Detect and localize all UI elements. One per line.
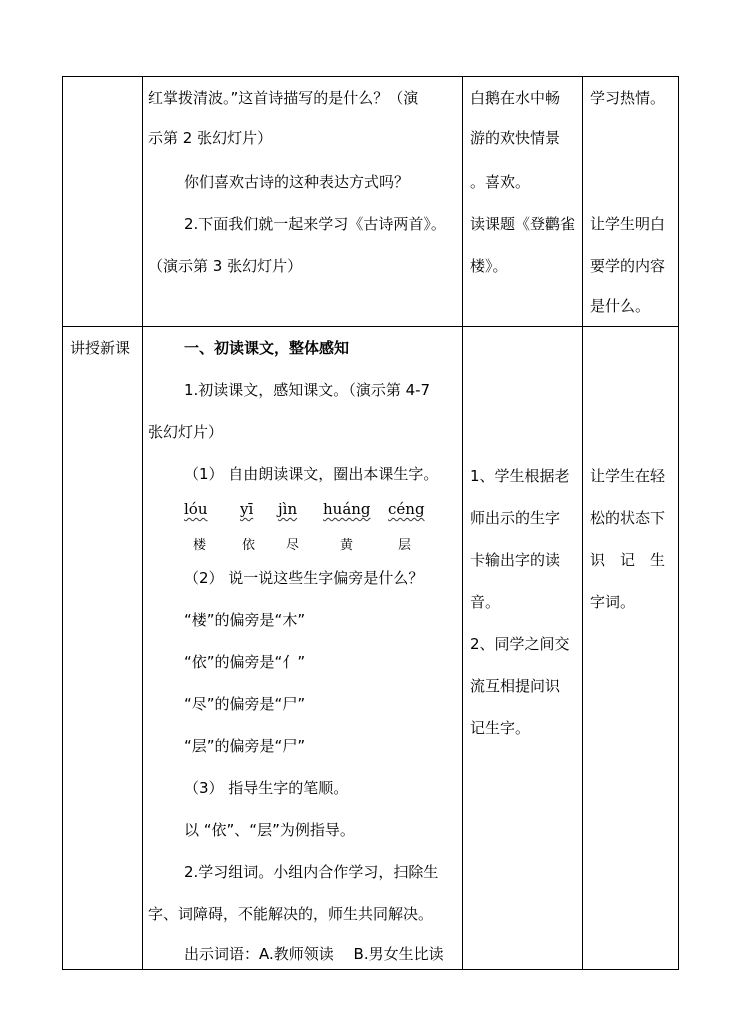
pinyin: jìn <box>278 500 298 518</box>
intent-line: 让学生在轻 <box>590 467 666 485</box>
hanzi: 依 <box>242 538 256 553</box>
intent-line: 字词。 <box>590 593 636 611</box>
intent-line: 松的状态下 <box>590 509 666 527</box>
stage-label: 讲授新课 <box>70 339 131 357</box>
student-line: 1、学生根据老 <box>470 467 570 485</box>
content-line: “层”的偏旁是“尸” <box>184 737 306 755</box>
content-line: 以 “依”、“层”为例指导。 <box>184 821 355 839</box>
pinyin: yī <box>240 500 254 518</box>
intent-line: 学习热情。 <box>590 89 666 107</box>
row-divider <box>62 326 679 327</box>
content-line: 出示词语：A.教师领读 B.男女生比读 <box>184 945 444 963</box>
hanzi: 黄 <box>340 538 354 553</box>
content-line: 1.初读课文，感知课文。（演示第 4-7 <box>184 381 431 399</box>
student-line: 。喜欢。 <box>470 173 531 191</box>
student-line: 游的欢快情景 <box>470 129 561 147</box>
section-title: 一、初读课文，整体感知 <box>184 339 350 357</box>
content-line: 2.下面我们就一起来学习《古诗两首》。 <box>184 215 446 233</box>
col-border-3 <box>582 76 583 970</box>
content-line: “依”的偏旁是“亻” <box>184 653 306 671</box>
content-line: 你们喜欢古诗的这种表达方式吗？ <box>184 173 410 191</box>
student-line: 音。 <box>470 593 501 611</box>
content-line: （1） 自由朗读课文，圈出本课生字。 <box>184 465 439 483</box>
hanzi: 层 <box>398 538 412 553</box>
student-line: 记生字。 <box>470 719 531 737</box>
student-line: 读课题《登鹳雀 <box>470 215 576 233</box>
content-line: 红掌拨清波。”这首诗描写的是什么？（演 <box>148 89 419 107</box>
intent-line: 是什么。 <box>590 297 651 315</box>
content-line: “尽”的偏旁是“尸” <box>184 695 306 713</box>
content-line: 示第 2 张幻灯片） <box>148 129 273 147</box>
content-line: 2.学习组词。小组内合作学习，扫除生 <box>184 863 439 881</box>
content-line: （3） 指导生字的笔顺。 <box>184 779 349 797</box>
col-border-2 <box>462 76 463 970</box>
col-border-left <box>62 76 63 970</box>
student-line: 流互相提问识 <box>470 677 561 695</box>
pinyin: céng <box>388 500 425 518</box>
hanzi: 楼 <box>193 538 207 553</box>
hanzi: 尽 <box>286 538 300 553</box>
content-line: （2） 说一说这些生字偏旁是什么？ <box>184 569 424 587</box>
content-line: 字、词障碍，不能解决的，师生共同解决。 <box>148 905 434 923</box>
student-line: 2、同学之间交 <box>470 635 570 653</box>
intent-line: 识 记 生 <box>590 551 666 569</box>
intent-line: 让学生明白 <box>590 215 666 233</box>
student-line: 楼》。 <box>470 257 508 275</box>
content-line: （演示第 3 张幻灯片） <box>148 257 303 275</box>
student-line: 师出示的生字 <box>470 509 561 527</box>
pinyin: lóu <box>184 500 208 518</box>
content-line: “楼”的偏旁是“木” <box>184 611 306 629</box>
col-border-right <box>678 76 679 970</box>
pinyin: huáng <box>323 500 371 518</box>
table-bottom-border <box>62 969 679 970</box>
col-border-1 <box>142 76 143 970</box>
student-line: 卡输出字的读 <box>470 551 561 569</box>
content-line: 张幻灯片） <box>148 423 224 441</box>
intent-line: 要学的内容 <box>590 257 666 275</box>
student-line: 白鹅在水中畅 <box>470 89 561 107</box>
table-top-border <box>62 76 679 77</box>
